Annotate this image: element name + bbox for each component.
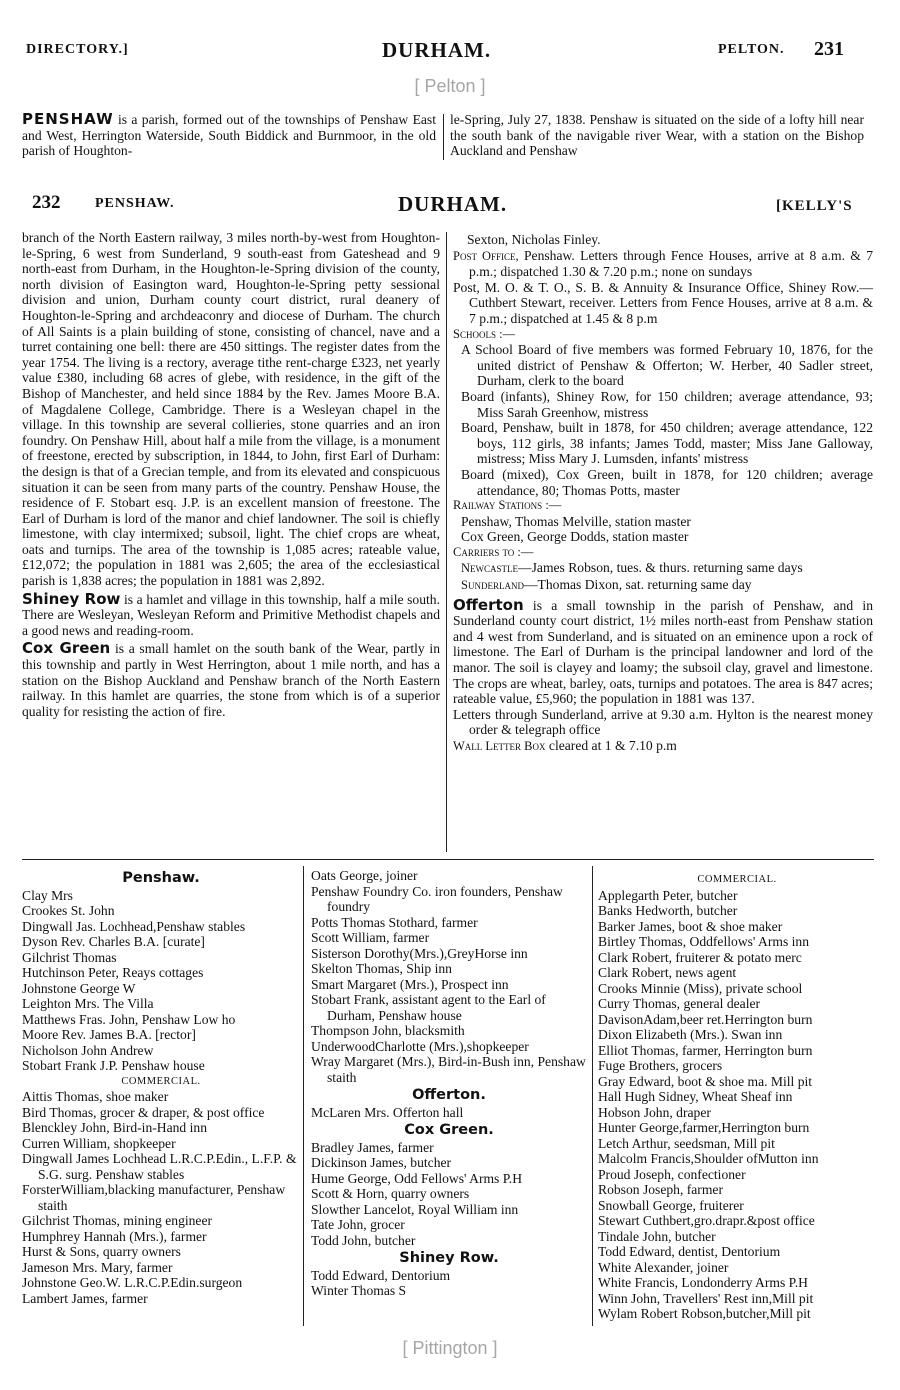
directory-entry: Gilchrist Thomas [22, 949, 117, 965]
directory-entry: Skelton Thomas, Ship inn [311, 961, 452, 976]
directory-entry: Hobson John, draper [598, 1104, 711, 1120]
directory-entry: Crooks Minnie (Miss), private school [598, 980, 803, 996]
directory-entry: Dingwall James Lochhead L.R.C.P.Edin., L.F.P. & S.G. surg. Penshaw stables [22, 1151, 297, 1182]
directory-entry: Sisterson Dorothy(Mrs.),GreyHorse inn [311, 945, 528, 961]
commercial-list-1 [22, 1089, 300, 1306]
offerton-directory-heading: Offerton. [412, 1088, 486, 1103]
directory-divider-1 [303, 866, 304, 1326]
letters-entry: Letters through Sunderland, arrive at 9.30 a.m. Hylton is the nearest money order & telegraph office [453, 706, 873, 738]
shiney-row-lead: Shiney Row [22, 589, 121, 608]
directory-entry: Barker James, boot & shoe maker [598, 918, 783, 934]
directory-entry: Bradley James, farmer [311, 1139, 434, 1155]
carriers-heading: Carriers to :— [453, 544, 534, 559]
cox-green-paragraph [22, 641, 440, 719]
directory-entry: McLaren Mrs. Offerton hall [311, 1104, 464, 1120]
shiney-row-list [311, 1268, 587, 1299]
money-order-text: Shiney Row.—Cuthbert Stewart, receiver. Letters from Fence Houses, arrive at 8 a.m. & 7 p.m.; dispatched at 1.45 & 8 p.m [469, 279, 873, 326]
commercial-label-3: COMMERCIAL. [697, 874, 777, 885]
offerton-paragraph [453, 595, 873, 707]
right-text-column [453, 232, 873, 755]
directory-entry: Aittis Thomas, shoe maker [22, 1089, 169, 1104]
school-penshaw-entry: Board, Penshaw, built in 1878, for 450 children; average attendance, 122 boys, 112 girls, 38 infants; James Todd, master; Miss Jane Galloway, mistress; Miss Mary J. Lumsden, infants' mistress [461, 420, 873, 467]
directory-entry: Clark Robert, news agent [598, 965, 737, 980]
directory-entry: Bird Thomas, grocer & draper, & post office [22, 1104, 265, 1120]
page-header-left: PENSHAW. [95, 196, 175, 211]
top-snippet-divider [443, 114, 444, 160]
directory-entry: Stobart Frank J.P. Penshaw house [22, 1058, 205, 1073]
directory-entry: Clay Mrs [22, 887, 73, 903]
directory-entry: Moore Rev. James B.A. [rector] [22, 1027, 196, 1042]
left-text-column [22, 230, 440, 722]
section-rule [22, 859, 874, 860]
directory-column-1 [22, 868, 300, 1306]
directory-entry: Stobart Frank, assistant agent to the Earl of Durham, Penshaw house [311, 992, 546, 1023]
directory-entry: Hunter George,farmer,Herrington burn [598, 1120, 810, 1135]
directory-divider-2 [592, 866, 593, 1326]
directory-entry: Birtley Thomas, Oddfellows' Arms inn [598, 934, 810, 949]
directory-entry: Hutchinson Peter, Reays cottages [22, 965, 204, 980]
directory-entry: Proud Joseph, confectioner [598, 1166, 746, 1182]
post-office-entry [453, 248, 873, 280]
directory-column-3 [598, 872, 876, 1322]
directory-entry: Scott William, farmer [311, 930, 430, 945]
directory-entry: Dickinson James, butcher [311, 1155, 452, 1170]
directory-entry: Scott & Horn, quarry owners [311, 1186, 470, 1201]
penshaw-continued-list [311, 868, 587, 1085]
directory-entry: Penshaw Foundry Co. iron founders, Penshaw foundry [311, 883, 563, 914]
directory-entry: Gilchrist Thomas, mining engineer [22, 1213, 213, 1228]
top-header-place: PELTON. [718, 42, 785, 57]
offerton-list [311, 1105, 587, 1121]
top-header-page: 231 [814, 38, 844, 60]
post-office-text: Penshaw. Letters through Fence Houses, arrive at 8 a.m. & 7 p.m.; dispatched 1.30 & 7.20 p.m.; none on sundays [469, 247, 873, 280]
directory-entry: Todd John, butcher [311, 1232, 416, 1248]
money-order-entry [453, 280, 873, 327]
directory-entry: Robson Joseph, farmer [598, 1182, 723, 1197]
cox-green-text: is a small hamlet on the south bank of the Wear, partly in this township and partly in West Herrington, about 1 mile north, and has a station on the Bishop Auckland and Penshaw branch of the North Eastern railway. In this hamlet are quarries, the stone from which is of a superior quality for resisting the action of fire. [22, 641, 440, 719]
directory-entry: Dyson Rev. Charles B.A. [curate] [22, 934, 205, 949]
school-infants-entry: Board (infants), Shiney Row, for 150 children; average attendance, 93; Miss Sarah Greenhow, mistress [461, 388, 873, 420]
carrier-newcastle-text: —James Robson, tues. & thurs. returning same days [518, 560, 803, 576]
directory-entry: Fuge Brothers, grocers [598, 1058, 723, 1073]
directory-entry: Letch Arthur, seedsman, Mill pit [598, 1135, 775, 1151]
directory-entry: Crookes St. John [22, 903, 115, 918]
directory-entry: Jameson Mrs. Mary, farmer [22, 1259, 173, 1275]
money-order-lead: Post, M. O. & T. O., S. B. & Annuity & Insurance Office, [453, 279, 784, 295]
commercial-label-1: COMMERCIAL. [121, 1075, 201, 1087]
directory-entry: Thompson John, blacksmith [311, 1023, 465, 1038]
nav-prev-link[interactable]: [ Pelton ] [414, 76, 486, 96]
directory-entry: UnderwoodCharlotte (Mrs.),shopkeeper [311, 1038, 529, 1054]
directory-entry: Johnstone Geo.W. L.R.C.P.Edin.surgeon [22, 1275, 243, 1290]
carrier-sunderland [453, 577, 873, 594]
directory-entry: Hume George, Odd Fellows' Arms P.H [311, 1170, 523, 1186]
directory-entry: DavisonAdam,beer ret.Herrington burn [598, 1011, 813, 1027]
top-header-center: DURHAM. [382, 38, 492, 62]
directory-entry: Tindale John, butcher [598, 1228, 716, 1244]
page-header-right: [KELLY'S [776, 198, 853, 214]
directory-entry: Gray Edward, boot & shoe ma. Mill pit [598, 1073, 813, 1089]
railway-heading: Railway Stations :— [453, 498, 562, 513]
directory-entry: Curren William, shopkeeper [22, 1135, 176, 1151]
directory-entry: Slowther Lancelot, Royal William inn [311, 1201, 519, 1217]
shiney-row-paragraph [22, 589, 440, 639]
directory-entry: Banks Hedworth, butcher [598, 903, 738, 918]
directory-entry: Stewart Cuthbert,gro.drapr.&post office [598, 1213, 815, 1228]
directory-entry: Humphrey Hannah (Mrs.), farmer [22, 1228, 207, 1244]
directory-entry: Dingwall Jas. Lochhead,Penshaw stables [22, 918, 246, 934]
directory-entry: Potts Thomas Stothard, farmer [311, 914, 478, 930]
page-header-center: DURHAM. [398, 192, 508, 216]
cox-green-lead: Cox Green [22, 639, 111, 658]
private-residents-list [22, 888, 300, 1074]
directory-entry: Elliot Thomas, farmer, Herrington burn [598, 1042, 813, 1058]
directory-entry: Winter Thomas S [311, 1283, 407, 1298]
directory-entry: Leighton Mrs. The Villa [22, 996, 154, 1011]
offerton-lead: Offerton [453, 595, 524, 614]
nav-next-link[interactable]: [ Pittington ] [402, 1338, 498, 1358]
directory-entry: ForsterWilliam,blacking manufacturer, Penshaw staith [22, 1182, 286, 1213]
shiney-row-commercial-list [598, 888, 876, 1322]
directory-entry: Dixon Elizabeth (Mrs.). Swan inn [598, 1027, 783, 1042]
top-snippet-right: le-Spring, July 27, 1838. Penshaw is situated on the side of a lofty hill near the south bank of the navigable river Wear, with a station on the Bishop Auckland and Penshaw [450, 112, 864, 159]
directory-entry: Clark Robert, fruiterer & potato merc [598, 949, 802, 965]
directory-entry: Hall Hugh Sidney, Wheat Sheaf inn [598, 1089, 793, 1104]
page-number: 232 [32, 192, 61, 213]
directory-entry: Oats George, joiner [311, 868, 418, 883]
carrier-newcastle-lead: Newcastle [461, 561, 519, 576]
directory-entry: Winn John, Travellers' Rest inn,Mill pit [598, 1290, 814, 1306]
wall-letter-box-text: cleared at 1 & 7.10 p.m [545, 738, 677, 753]
directory-entry: Wray Margaret (Mrs.), Bird-in-Bush inn, Penshaw staith [311, 1054, 586, 1085]
penshaw-description: branch of the North Eastern railway, 3 miles north-by-west from Houghton-le-Spring, 6 west from Sunderland, 9 south-east from Gateshead and 9 north-east from Durham, in the Houghton-le-Spring division of the county, north division of Easington ward, Houghton-le-Spring petty sessional division and union, Durham county court district, rural deanery of Houghton-le-Spring and archdeaconry and diocese of Durham. The church of All Saints is a plain building of stone, consisting of chancel, nave and a turret containing one bell: there are 450 sittings. The register dates from the year 1754. The living is a rectory, average tithe rent-charge £323, net yearly value £380, including 68 acres of glebe, with residence, in the gift of the Bishop of Manchester, and held since 1884 by the Rev. James Moore B.A. of Magdalene College, Cambridge. There is a Wesleyan chapel in the village. In this township are several collieries, stone quarries and an iron foundry. On Penshaw Hill, about half a mile from the village, is a monument of freestone, erected by subscription, in 1844, to John, first Earl of Durham: the design is that of a Grecian temple, and from its elevated and conspicuous situation it can be seen from many parts of the country. Penshaw House, the residence of F. Stobart esq. J.P. is an excellent mansion of freestone. The Earl of Durham is lord of the manor and chief landowner. The soil is chiefly limestone, with clay intermixed; subsoil, light. The chief crops are wheat, oats and turnips. The area of the township is 1,085 acres; rateable value, £12,072; the population in 1881 was 2,605; the area of the ecclesiastical parish is 1,838 acres; the population in 1881 was 2,892. [22, 230, 440, 589]
column-divider [446, 232, 447, 852]
top-snippet-left [22, 112, 436, 159]
railway-cox-green: Cox Green, George Dodds, station master [461, 529, 689, 545]
directory-entry: Curry Thomas, general dealer [598, 996, 761, 1011]
cox-green-list [311, 1140, 587, 1249]
carrier-sunderland-lead: Sunderland [461, 578, 524, 593]
penshaw-directory-heading: Penshaw. [122, 871, 200, 886]
wall-letter-box-lead: Wall Letter Box [453, 739, 546, 753]
shiney-row-directory-heading: Shiney Row. [399, 1251, 499, 1266]
directory-entry: Smart Margaret (Mrs.), Prospect inn [311, 976, 509, 992]
school-board-entry: A School Board of five members was formed February 10, 1876, for the united district of Penshaw & Offerton; W. Herber, 40 Sadler street, Durham, clerk to the board [461, 342, 873, 389]
directory-entry: Nicholson John Andrew [22, 1042, 154, 1058]
top-snippet-lead: PENSHAW [22, 110, 114, 128]
school-cox-green-entry: Board (mixed), Cox Green, built in 1878, for 120 children; average attendance, 80; Thomas Potts, master [461, 466, 873, 498]
top-snippet-left-text: is a parish, formed out of the townships of Penshaw East and West, Herrington Waterside, South Biddick and Burnmoor, in the old parish of Houghton- [22, 112, 436, 159]
directory-entry: Todd Edward, dentist, Dentorium [598, 1244, 781, 1259]
directory-entry: Snowball George, fruiterer [598, 1197, 744, 1213]
cox-green-directory-heading: Cox Green. [404, 1123, 494, 1138]
directory-entry: Malcolm Francis,Shoulder ofMutton inn [598, 1151, 819, 1166]
directory-entry: Wylam Robert Robson,butcher,Mill pit [598, 1306, 811, 1321]
directory-column-2 [311, 868, 587, 1299]
directory-entry: Matthews Fras. John, Penshaw Low ho [22, 1011, 236, 1027]
carrier-newcastle [453, 560, 873, 577]
directory-entry: Hurst & Sons, quarry owners [22, 1244, 181, 1259]
carrier-sunderland-text: —Thomas Dixon, sat. returning same day [523, 577, 752, 593]
directory-entry: Applegarth Peter, butcher [598, 887, 738, 903]
schools-heading: Schools :— [453, 326, 516, 341]
directory-entry: Tate John, grocer [311, 1217, 405, 1232]
post-office-lead: Post Office, [453, 248, 519, 263]
directory-entry: White Francis, Londonderry Arms P.H [598, 1275, 808, 1290]
wall-letter-box-entry [453, 738, 873, 755]
directory-entry: White Alexander, joiner [598, 1259, 729, 1275]
sexton-line: Sexton, Nicholas Finley. [467, 232, 601, 247]
railway-penshaw: Penshaw, Thomas Melville, station master [461, 513, 691, 529]
directory-entry: Todd Edward, Dentorium [311, 1267, 451, 1283]
offerton-text: is a small township in the parish of Penshaw, and in Sunderland county court district, 1½ miles north-east from Penshaw station and 4 west from Sunderland, and is situated on an eminence upon a rock of limestone. The Earl of Durham is the principal landowner and lord of the manor. The soil is clayey and loamy; the subsoil clay, gravel and limestone. The crops are wheat, barley, oats, turnips and potatoes. The area is 847 acres; rateable value, £5,960; the population in 1881 was 137. [453, 597, 873, 707]
directory-entry: Johnstone George W [22, 980, 136, 996]
top-header-left: DIRECTORY.] [26, 42, 129, 57]
shiney-row-text: is a hamlet and village in this township, half a mile south. There are Wesleyan, Wesleyan Reform and Primitive Methodist chapels and a good news and reading-room. [22, 591, 440, 638]
directory-entry: Blenckley John, Bird-in-Hand inn [22, 1120, 207, 1135]
directory-entry: Lambert James, farmer [22, 1290, 148, 1306]
